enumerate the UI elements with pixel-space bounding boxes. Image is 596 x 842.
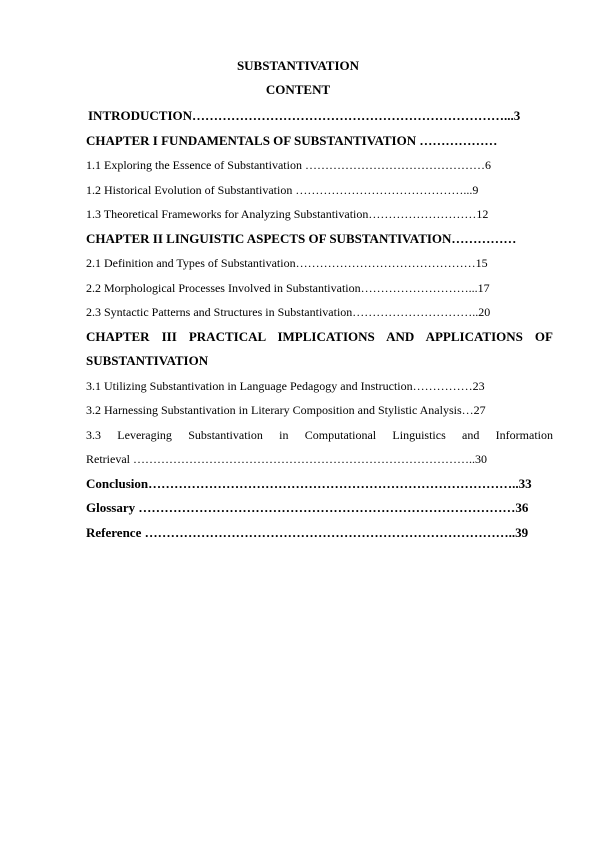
- toc-conclusion: Conclusion…………………………………………………………………………..33: [86, 475, 532, 491]
- toc-item-2-1: 2.1 Definition and Types of Substantivation………………………………………15: [86, 256, 488, 270]
- toc-item-1-1: 1.1 Exploring the Essence of Substantivation ………………………………………6: [86, 158, 491, 172]
- toc-item-3-1: 3.1 Utilizing Substantivation in Language Pedagogy and Instruction……………23: [86, 378, 485, 393]
- toc-item-2-3: 2.3 Syntactic Patterns and Structures in Substantivation…………………………..20: [86, 305, 491, 319]
- table-of-contents: [86, 104, 553, 545]
- toc-chapter-1: CHAPTER I FUNDAMENTALS OF SUBSTANTIVATION ………………: [86, 132, 498, 148]
- toc-item-3-2: 3.2 Harnessing Substantivation in Literary Composition and Stylistic Analysis…27: [86, 403, 486, 417]
- toc-item-3-3: [86, 423, 553, 472]
- contents-heading: CONTENT: [265, 82, 331, 97]
- toc-chapter-3-line-2: SUBSTANTIVATION: [86, 353, 209, 368]
- toc-item-1-3: 1.3 Theoretical Frameworks for Analyzing Substantivation………………………12: [86, 207, 489, 221]
- toc-introduction: INTRODUCTION………………………………………………………………...3: [88, 108, 521, 123]
- toc-item-3-3-line-1: 3.3 Leveraging Substantivation in Computational Linguistics and Information: [86, 427, 553, 442]
- toc-reference: Reference …………………………………………………………………………..39: [86, 524, 529, 540]
- toc-item-3-3-line-2: Retrieval …………………………………………………………………………..30: [86, 452, 487, 466]
- toc-chapter-2: CHAPTER II LINGUISTIC ASPECTS OF SUBSTANTIVATION……………: [86, 230, 517, 246]
- toc-glossary: Glossary ……………………………………………………………………………36: [86, 500, 529, 515]
- toc-item-2-2: 2.2 Morphological Processes Involved in Substantivation………………………...17: [86, 280, 490, 295]
- document-title: SUBSTANTIVATION: [236, 58, 360, 73]
- toc-item-1-2: 1.2 Historical Evolution of Substantivation ……………………………………...9: [86, 182, 479, 197]
- toc-chapter-3: [86, 325, 553, 374]
- toc-chapter-3-line-1: CHAPTER III PRACTICAL IMPLICATIONS AND APPLICATIONS OF: [86, 328, 553, 344]
